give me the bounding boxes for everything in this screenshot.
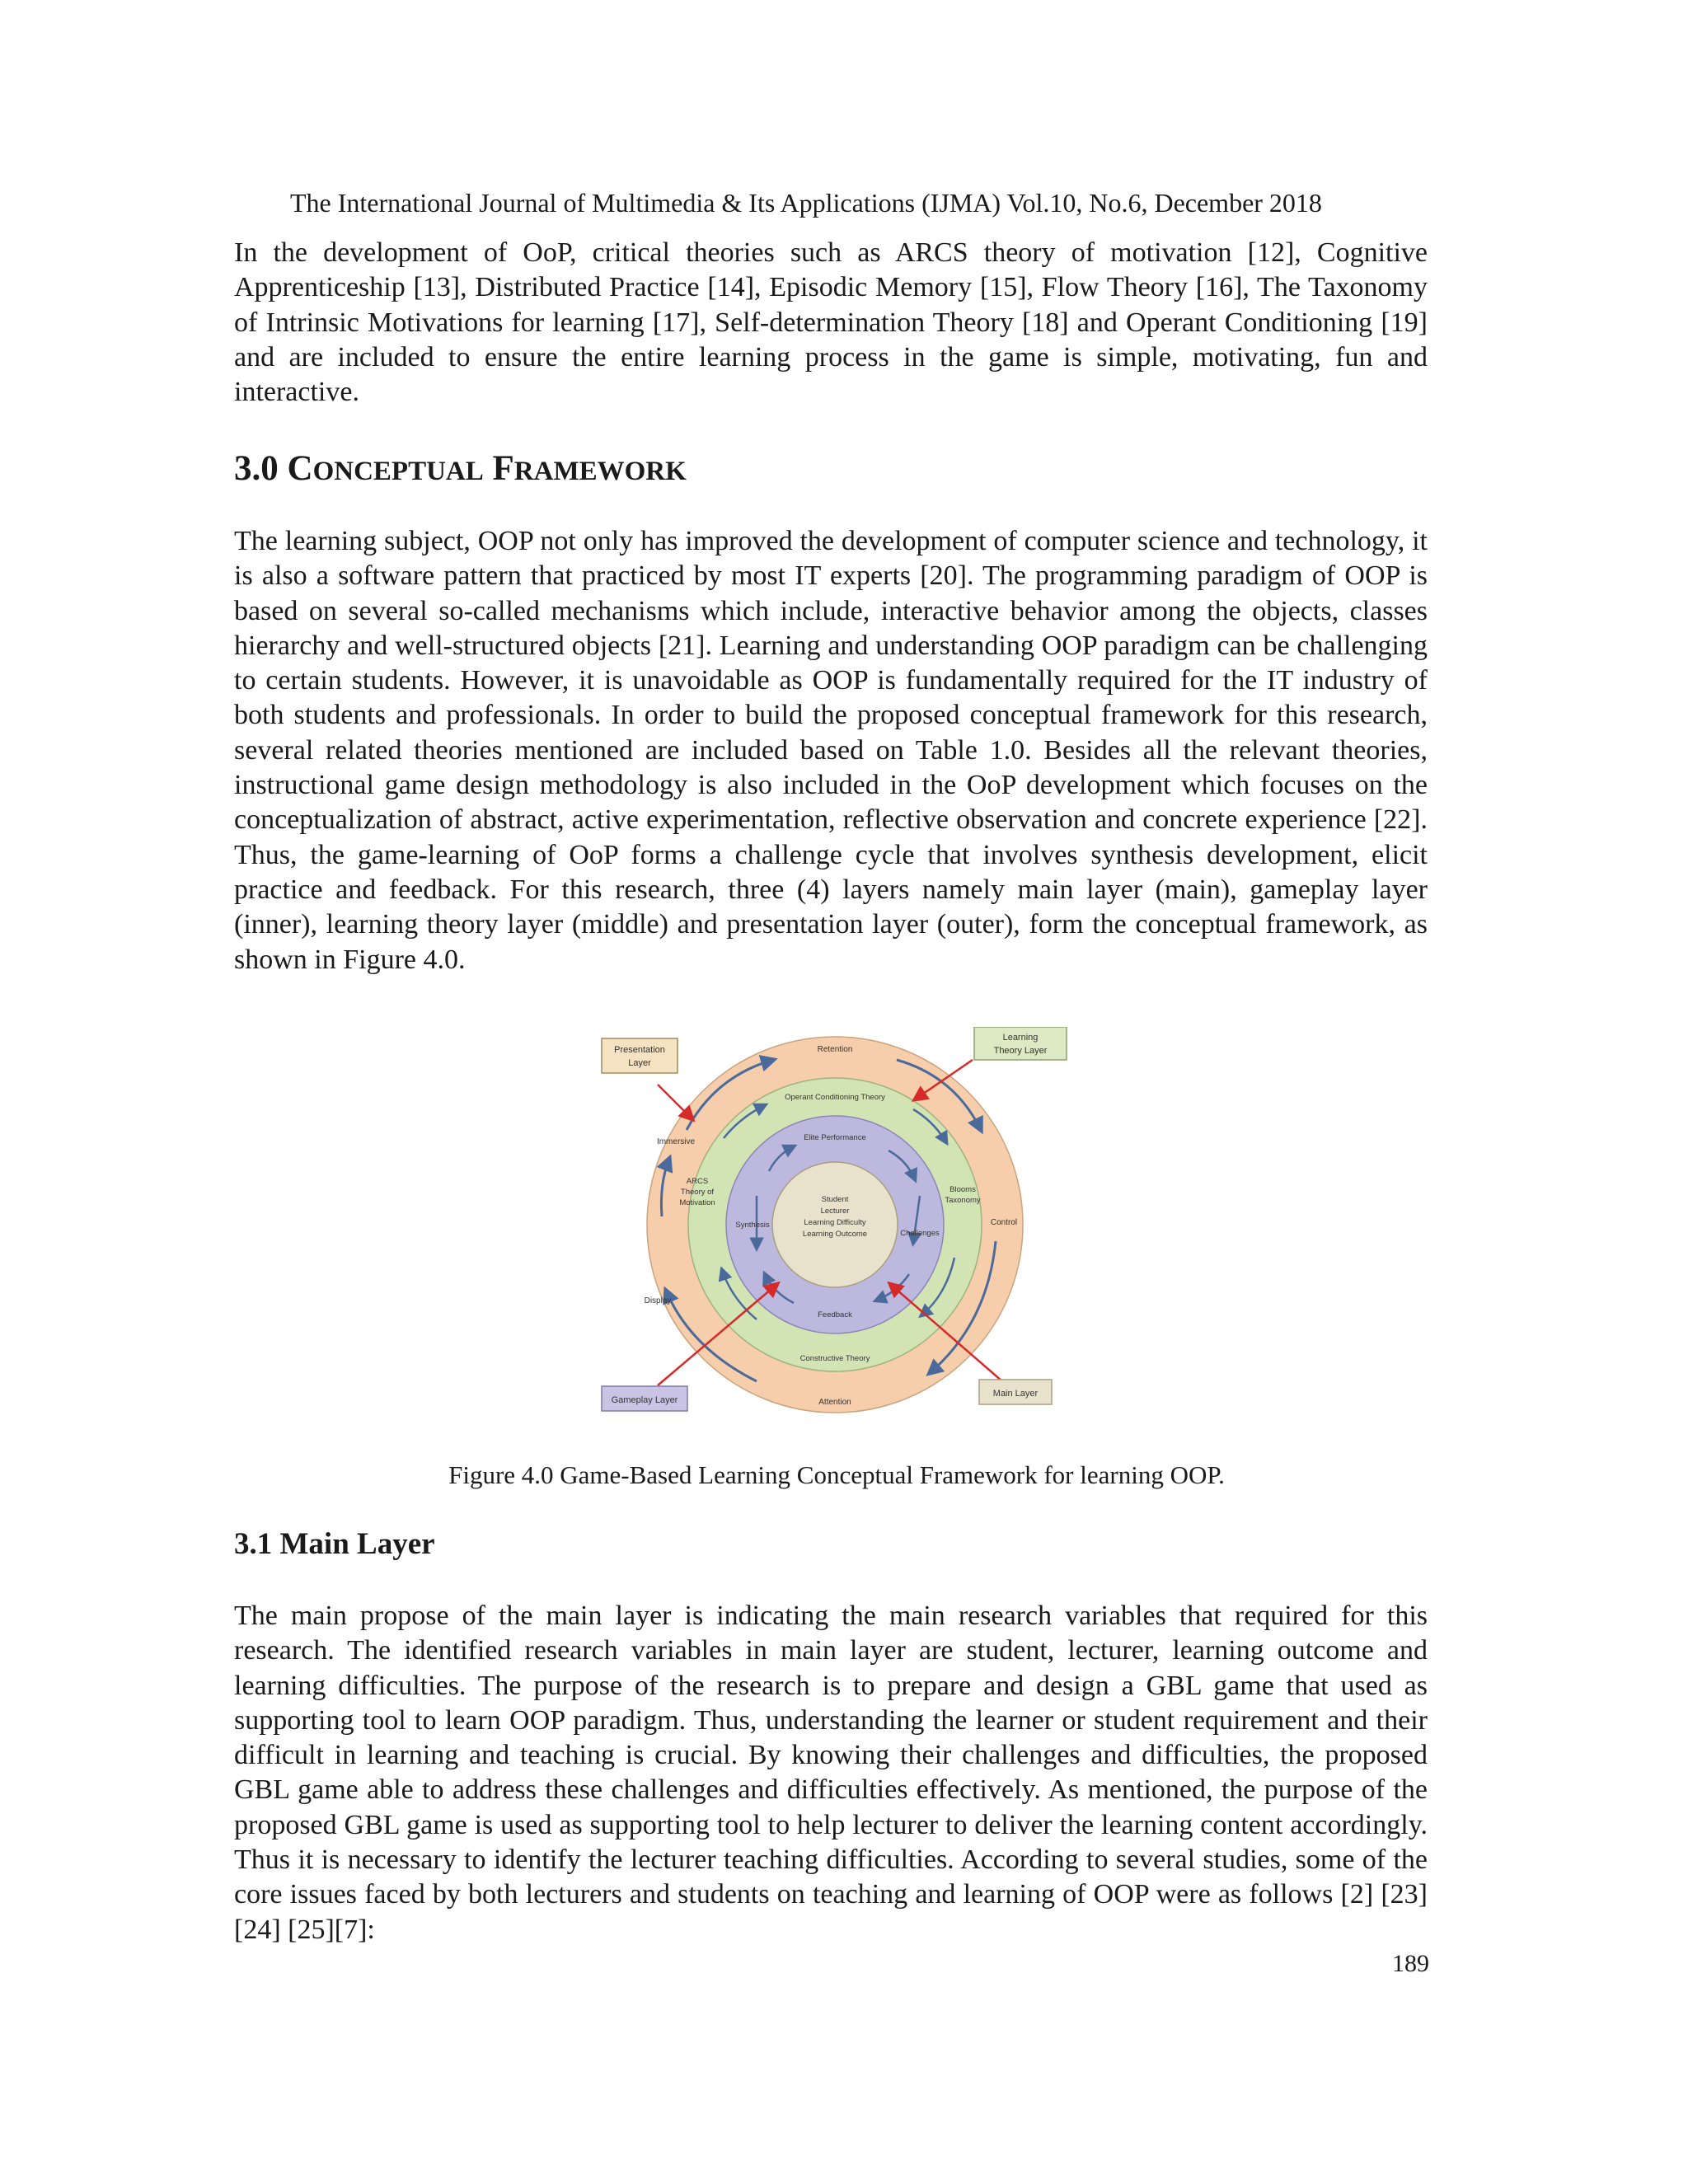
label-constructive-theory: Constructive Theory (799, 1354, 870, 1363)
label-operant-conditioning: Operant Conditioning Theory (785, 1093, 885, 1102)
framework-diagram (600, 1027, 1070, 1419)
learning-theory-layer-callout (974, 1027, 1067, 1060)
svg-text:Taxonomy: Taxonomy (945, 1196, 981, 1205)
running-header: The International Journal of Multimedia & Its Applications (IJMA) Vol.10, No.6, December 2018 (290, 188, 1322, 218)
svg-text:Main Layer: Main Layer (992, 1389, 1039, 1399)
section-heading-conceptual-framework: 3.0 CONCEPTUAL FRAMEWORK (234, 449, 687, 488)
svg-text:Lecturer: Lecturer (820, 1207, 850, 1216)
label-retention: Retention (817, 1045, 853, 1054)
presentation-layer-callout (602, 1038, 678, 1073)
main-layer-paragraph: The main propose of the main layer is indicating the main research variables that required for this research. The identified research variables in main layer are student, lecturer, learning outcome and learning difficulties. The purpose of the research is to prepare and design a GBL game that used as supporting tool to learn OOP paradigm. Thus, understanding the learner or student requirement and their difficult in learning and teaching is crucial. By knowing their challenges and difficulties, the proposed GBL game able to address these challenges and difficulties effectively. As mentioned, the purpose of the proposed GBL game is used as supporting tool to help lecturer to deliver the learning content accordingly. Thus it is necessary to identify the lecturer teaching difficulties. According to several studies, some of the core issues faced by both lecturers and students on teaching and learning of OOP were as follows [2] [23] [24] [25][7]: (234, 1601, 1428, 1945)
svg-text:Learning Outcome: Learning Outcome (802, 1230, 868, 1239)
label-challenges: Challenges (900, 1229, 940, 1238)
conceptual-framework-paragraph: The learning subject, OOP not only has improved the development of computer science and technology, it is also a software pattern that practiced by most IT experts [20]. The programming paradigm of OOP is based on several so-called mechanisms which include, interactive behavior among the objects, classes hierarchy and well-structured objects [21]. Learning and understanding OOP paradigm can be challenging to certain students. However, it is unavoidable as OOP is fundamentally required for the IT industry of both students and professionals. In order to build the proposed conceptual framework for this research, several related theories mentioned are included based on Table 1.0. Besides all the relevant theories, instructional game design methodology is also included in the OoP development which focuses on the conceptualization of abstract, active experimentation, reflective observation and concrete experience [22]. Thus, the game-learning of OoP forms a challenge cycle that involves synthesis development, elicit practice and feedback. For this research, three (4) layers namely main layer (main), gameplay layer (inner), learning theory layer (middle) and presentation layer (outer), form the conceptual framework, as shown in Figure 4.0. (234, 526, 1428, 975)
label-elite-performance: Elite Performance (804, 1133, 866, 1142)
label-synthesis: Synthesis (735, 1221, 770, 1230)
gameplay-layer-callout (602, 1386, 687, 1411)
conceptual-framework-figure (600, 1027, 1070, 1419)
svg-text:Theory of: Theory of (680, 1188, 715, 1197)
label-display: Display (644, 1296, 672, 1305)
svg-text:Presentation: Presentation (614, 1045, 665, 1055)
svg-text:Learning Difficulty: Learning Difficulty (804, 1218, 866, 1227)
figure-caption: Figure 4.0 Game-Based Learning Conceptual Framework for learning OOP. (448, 1460, 1225, 1489)
page-number: 189 (1392, 1950, 1429, 1977)
label-feedback: Feedback (818, 1310, 852, 1319)
svg-text:Blooms: Blooms (950, 1185, 976, 1194)
main-layer-callout (979, 1380, 1052, 1404)
label-control: Control (990, 1218, 1018, 1227)
svg-text:Learning: Learning (1002, 1033, 1039, 1043)
label-attention: Attention (818, 1398, 851, 1407)
label-immersive: Immersive (656, 1137, 696, 1146)
section-heading-main-layer: 3.1 Main Layer (234, 1527, 435, 1561)
intro-paragraph: In the development of OoP, critical theories such as ARCS theory of motivation [12], Cognitive Apprenticeship [13], Distributed Practice [14], Episodic Memory [15], Flow Theory [16], The Taxonomy of Intrinsic Motivations for learning [17], Self-determination Theory [18] and Operant Conditioning [19] and are included to ensure the entire learning process in the game is simple, motivating, fun and interactive. (234, 237, 1428, 408)
svg-text:Layer: Layer (628, 1058, 651, 1068)
svg-text:Gameplay Layer: Gameplay Layer (611, 1395, 678, 1405)
svg-text:Student: Student (821, 1195, 849, 1204)
svg-text:ARCS: ARCS (686, 1177, 709, 1186)
svg-text:Theory Layer: Theory Layer (993, 1046, 1048, 1056)
svg-text:Motivation: Motivation (679, 1198, 715, 1207)
